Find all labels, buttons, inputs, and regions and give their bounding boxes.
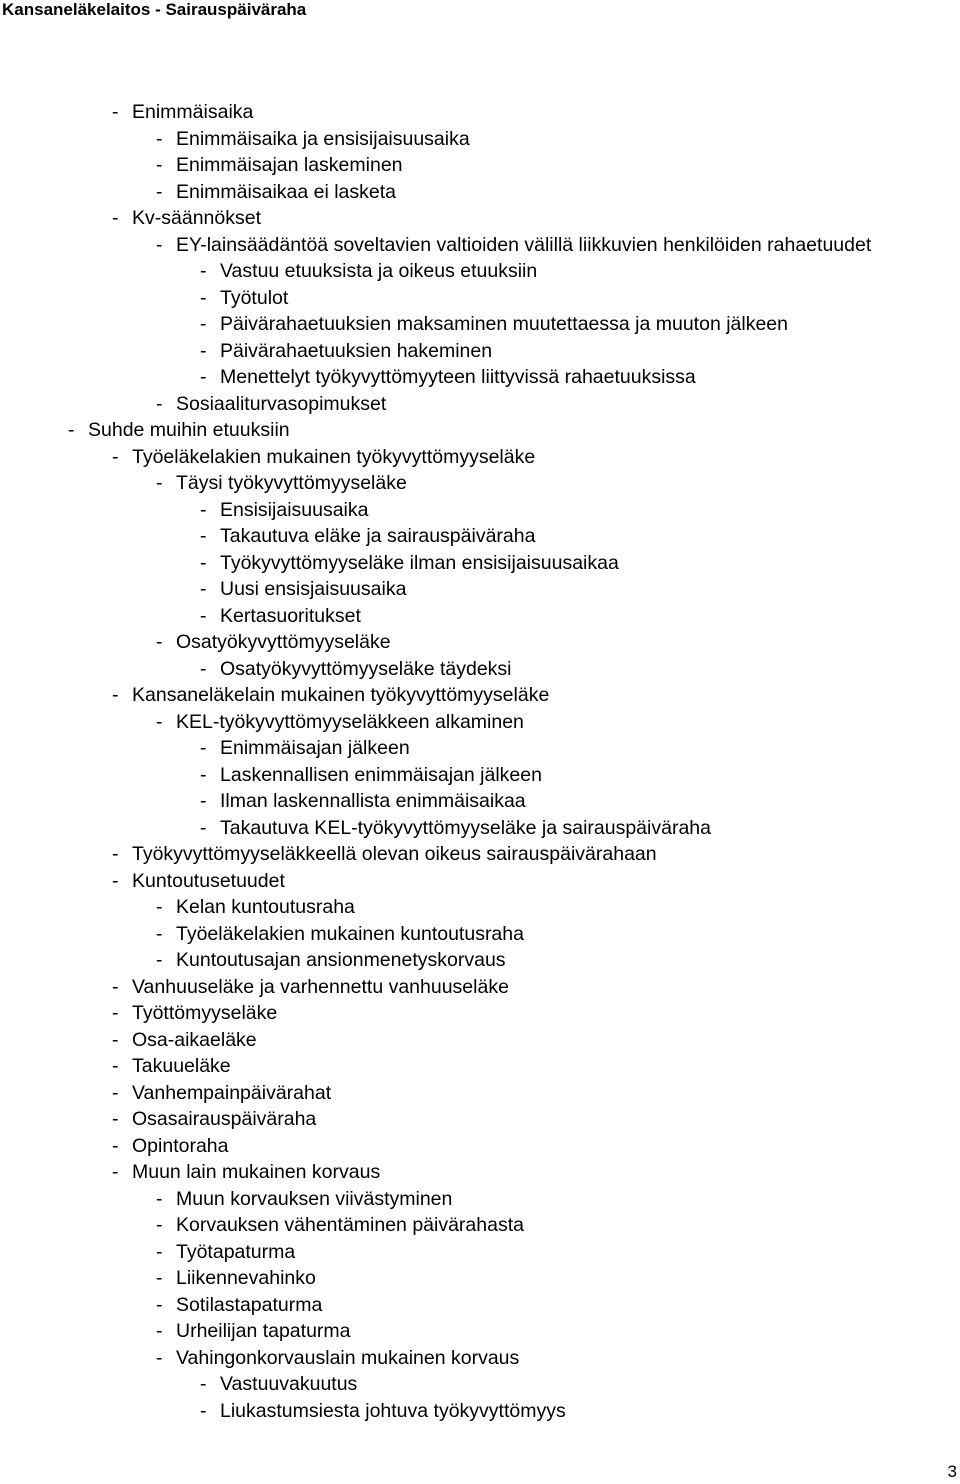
toc-item-text: Työeläkelakien mukainen työkyvyttömyyseläke (132, 445, 536, 468)
toc-item (0, 1000, 940, 1027)
toc-item (0, 1345, 940, 1372)
toc-item-text: Vastuuvakuutus (220, 1373, 358, 1395)
toc-item-dash: - (156, 1240, 163, 1263)
toc-item-text: Vastuu etuuksista ja oikeus etuuksiin (220, 260, 538, 282)
toc-item-text: Muun lain mukainen korvaus (132, 1161, 381, 1183)
toc-item-dash: - (112, 445, 119, 468)
toc-item (0, 1292, 940, 1319)
toc-item-text: Kelan kuntoutusraha (176, 896, 355, 918)
toc-item-text: Työeläkelakien mukainen kuntoutusraha (176, 922, 524, 945)
toc-item-text: Työkyvyttömyyseläkkeellä olevan oikeus sairauspäivärahaan (132, 843, 657, 865)
toc-item-text: Enimmäisaika ja ensisijaisuusaika (176, 127, 470, 150)
toc-item (0, 1106, 940, 1133)
toc-item-dash: - (112, 207, 119, 229)
toc-item-text: Opintoraha (132, 1134, 229, 1157)
toc-item-dash: - (112, 1081, 119, 1104)
toc-item-dash: - (156, 1187, 163, 1210)
toc-item (0, 364, 940, 391)
toc-item (0, 179, 940, 206)
toc-item (0, 868, 940, 895)
toc-item-dash: - (112, 1134, 119, 1157)
toc-item-text: Vahingonkorvauslain mukainen korvaus (176, 1346, 520, 1369)
toc-item-text: Takautuva KEL-työkyvyttömyyseläke ja sairauspäiväraha (220, 816, 711, 839)
toc-item-text: Suhde muihin etuuksiin (88, 419, 290, 441)
toc-item-dash: - (156, 180, 163, 203)
toc-item (0, 762, 940, 789)
toc-item (0, 152, 940, 179)
toc-item-dash: - (200, 313, 207, 335)
toc-item-dash: - (112, 975, 119, 998)
toc-item (0, 258, 940, 285)
toc-item-text: Työtulot (220, 286, 289, 309)
toc-item (0, 285, 940, 312)
toc-item-text: Laskennallisen enimmäisajan jälkeen (220, 763, 542, 786)
toc-item-dash: - (156, 472, 163, 494)
toc-item (0, 603, 940, 630)
toc-item (0, 126, 940, 153)
toc-item (0, 1398, 940, 1425)
toc-item-text: Kertasuoritukset (220, 604, 361, 627)
toc-item-dash: - (156, 1320, 163, 1342)
toc-item (0, 470, 940, 497)
toc-item-dash: - (200, 1399, 207, 1422)
toc-item-dash: - (112, 1002, 119, 1024)
toc-item-text: Kv-säännökset (132, 207, 261, 229)
toc-item-dash: - (200, 816, 207, 839)
toc-item (0, 629, 940, 656)
toc-item-text: Osatyökyvyttömyyseläke (176, 631, 391, 653)
toc-item (0, 99, 940, 126)
toc-item-text: Liukastumsiesta johtuva työkyvyttömyys (220, 1399, 566, 1422)
toc-item (0, 417, 940, 444)
toc-item (0, 815, 940, 842)
toc-item (0, 682, 940, 709)
page-header-title: Kansaneläkelaitos - Sairauspäiväraha (2, 0, 307, 19)
toc-item (0, 338, 940, 365)
toc-item (0, 311, 940, 338)
toc-item-text: Vanhuuseläke ja varhennettu vanhuuseläke (132, 975, 509, 998)
toc-item-dash: - (112, 1161, 119, 1183)
toc-item-text: Enimmäisajan laskeminen (176, 154, 403, 176)
toc-item-dash: - (156, 1267, 163, 1289)
toc-item (0, 232, 940, 259)
toc-item-dash: - (156, 922, 163, 945)
toc-item (0, 1159, 940, 1186)
toc-item (0, 1080, 940, 1107)
toc-item-dash: - (156, 1293, 163, 1316)
toc-item (0, 709, 940, 736)
toc-item-dash: - (200, 1373, 207, 1395)
toc-item (0, 1371, 940, 1398)
toc-item (0, 1133, 940, 1160)
toc-item-text: Liikennevahinko (176, 1267, 316, 1289)
toc-item-dash: - (156, 154, 163, 176)
toc-item-dash: - (200, 657, 207, 680)
toc-item (0, 841, 940, 868)
toc-item-text: Päivärahaetuuksien hakeminen (220, 339, 493, 362)
toc-item-dash: - (112, 1028, 119, 1051)
toc-item-text: Osa-aikaeläke (132, 1028, 257, 1051)
toc-item-dash: - (112, 101, 119, 123)
toc-item (0, 1053, 940, 1080)
toc-item-text: Sosiaaliturvasopimukset (176, 392, 387, 415)
toc-item-text: Takautuva eläke ja sairauspäiväraha (220, 525, 536, 547)
toc-item (0, 1265, 940, 1292)
toc-item-text: Korvauksen vähentäminen päivärahasta (176, 1214, 524, 1236)
toc-item-dash: - (156, 233, 163, 256)
toc-item (0, 735, 940, 762)
toc-item-text: EY-lainsäädäntöä soveltavien valtioiden välillä liikkuvien henkilöiden rahaetuudet (176, 233, 872, 256)
toc-item-dash: - (200, 578, 207, 600)
toc-item-text: Enimmäisajan jälkeen (220, 737, 410, 759)
toc-item (0, 1186, 940, 1213)
toc-item-text: Enimmäisaika (132, 101, 254, 123)
toc-item-text: Takuueläke (132, 1055, 231, 1077)
toc-item-text: Muun korvauksen viivästyminen (176, 1187, 453, 1210)
toc-item (0, 788, 940, 815)
toc-item-text: Urheilijan tapaturma (176, 1320, 351, 1342)
toc-item-text: Työtapaturma (176, 1240, 296, 1263)
toc-item-text: KEL-työkyvyttömyyseläkkeen alkaminen (176, 710, 524, 733)
toc-item (0, 205, 940, 232)
toc-item-dash: - (200, 551, 207, 574)
toc-item-text: Täysi työkyvyttömyyseläke (176, 472, 407, 494)
toc-item-dash: - (112, 1055, 119, 1077)
toc-item (0, 1318, 940, 1345)
toc-item-dash: - (156, 392, 163, 415)
page-number: 3 (947, 1462, 957, 1481)
toc-item-text: Päivärahaetuuksien maksaminen muutettaessa ja muuton jälkeen (220, 313, 788, 335)
toc-item-text: Kuntoutusetuudet (132, 869, 285, 892)
toc-item-dash: - (112, 1108, 119, 1130)
toc-item-text: Osatyökyvyttömyyseläke täydeksi (220, 657, 512, 680)
toc-item-dash: - (112, 843, 119, 865)
toc-item-dash: - (200, 604, 207, 627)
toc-item-text: Kansaneläkelain mukainen työkyvyttömyyseläke (132, 684, 550, 706)
toc-item (0, 656, 940, 683)
toc-item (0, 391, 940, 418)
toc-item-dash: - (156, 949, 163, 971)
toc-item-dash: - (112, 684, 119, 706)
toc-item-dash: - (156, 631, 163, 653)
toc-item-dash: - (200, 790, 207, 812)
toc-item (0, 1239, 940, 1266)
toc-item-dash: - (200, 525, 207, 547)
toc-item (0, 894, 940, 921)
toc-item-dash: - (200, 286, 207, 309)
toc-item-text: Vanhempainpäivärahat (132, 1081, 332, 1104)
toc-item-dash: - (156, 896, 163, 918)
toc-item-dash: - (156, 710, 163, 733)
toc-item-dash: - (68, 419, 75, 441)
toc-item-text: Menettelyt työkyvyttömyyteen liittyvissä rahaetuuksissa (220, 366, 696, 388)
toc-item (0, 550, 940, 577)
table-of-contents (0, 99, 940, 1424)
toc-item-text: Ilman laskennallista enimmäisaikaa (220, 790, 526, 812)
toc-item (0, 523, 940, 550)
toc-item-dash: - (156, 1214, 163, 1236)
toc-item (0, 1212, 940, 1239)
toc-item-text: Työkyvyttömyyseläke ilman ensisijaisuusaikaa (220, 551, 619, 574)
toc-item (0, 974, 940, 1001)
toc-item-text: Osasairauspäiväraha (132, 1108, 317, 1130)
toc-item-text: Uusi ensisjaisuusaika (220, 578, 407, 600)
toc-item-dash: - (200, 339, 207, 362)
toc-item-text: Sotilastapaturma (176, 1293, 323, 1316)
toc-item-dash: - (200, 366, 207, 388)
toc-item (0, 576, 940, 603)
toc-item-text: Ensisijaisuusaika (220, 498, 369, 521)
toc-item-text: Työttömyyseläke (132, 1002, 278, 1024)
toc-item (0, 444, 940, 471)
toc-item (0, 921, 940, 948)
toc-item-dash: - (156, 127, 163, 150)
toc-item-dash: - (200, 498, 207, 521)
toc-item-dash: - (112, 869, 119, 892)
toc-item-dash: - (156, 1346, 163, 1369)
toc-item (0, 497, 940, 524)
toc-item-dash: - (200, 737, 207, 759)
toc-item-text: Kuntoutusajan ansionmenetyskorvaus (176, 949, 506, 971)
toc-item (0, 947, 940, 974)
toc-item-text: Enimmäisaikaa ei lasketa (176, 180, 397, 203)
toc-item-dash: - (200, 260, 207, 282)
toc-item-dash: - (200, 763, 207, 786)
toc-item (0, 1027, 940, 1054)
